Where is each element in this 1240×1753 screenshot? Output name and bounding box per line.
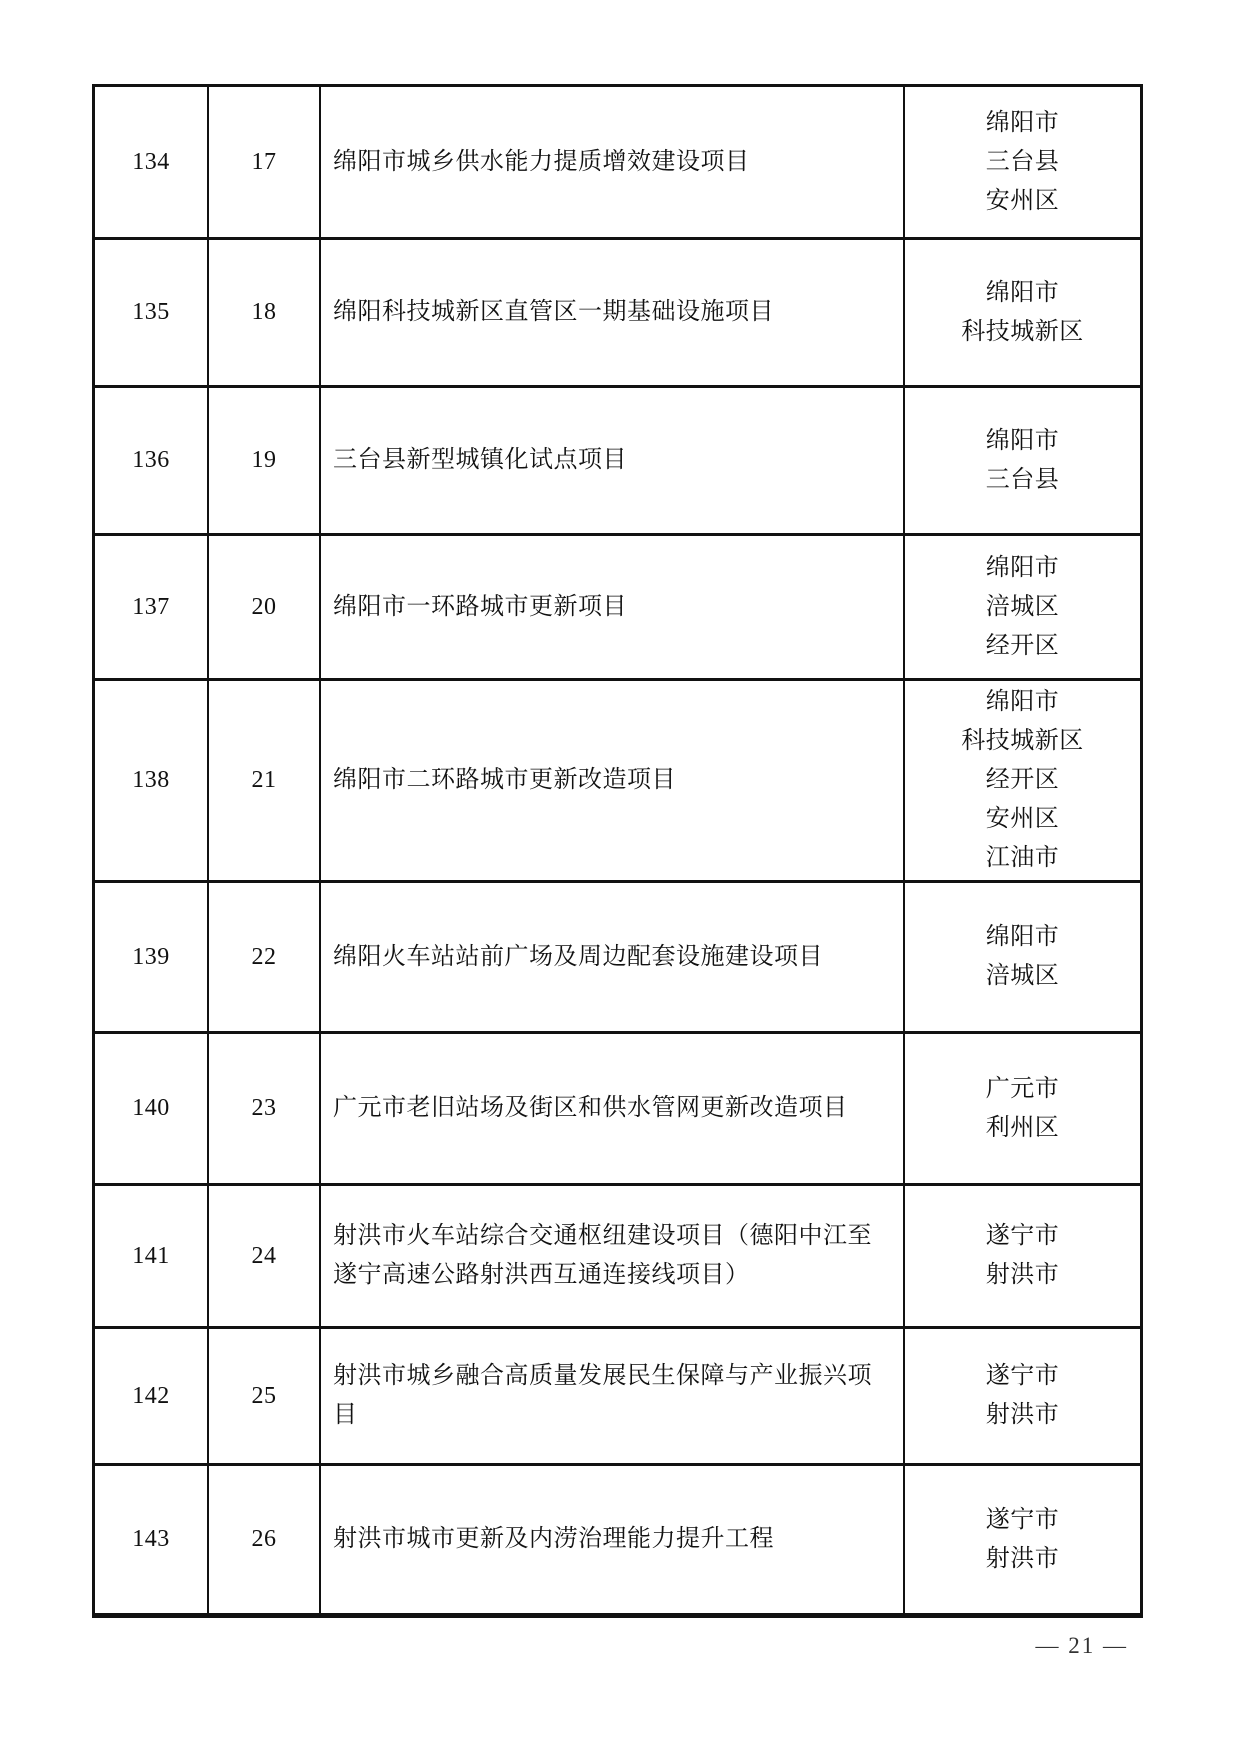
table-row [95,536,1140,681]
row-sequence-number: 23 [209,1034,321,1183]
project-name: 三台县新型城镇化试点项目 [321,388,905,533]
region-line: 三台县 [985,466,1060,493]
table-row [95,388,1140,536]
region-line: 安州区 [985,187,1060,214]
row-sequence-number: 18 [209,240,321,385]
row-overall-number: 140 [95,1034,209,1183]
row-sequence-number: 24 [209,1186,321,1326]
project-table [92,84,1143,1618]
region-line: 经开区 [985,767,1060,793]
region-line: 射洪市 [985,1262,1060,1288]
table-row [95,87,1140,240]
project-regions [905,87,1140,237]
project-regions [905,1034,1140,1183]
region-line: 涪城区 [985,593,1060,620]
region-line: 科技城新区 [961,728,1084,754]
row-overall-number: 139 [95,883,209,1031]
row-overall-number: 136 [95,388,209,533]
table-row [95,1466,1140,1613]
region-line: 遂宁市 [985,1223,1060,1249]
table-row [95,681,1140,883]
region-line: 遂宁市 [985,1506,1060,1533]
project-regions [905,681,1140,880]
project-name: 射洪市城乡融合高质量发展民生保障与产业振兴项目 [321,1329,905,1463]
row-overall-number: 135 [95,240,209,385]
region-line: 射洪市 [985,1402,1060,1428]
row-sequence-number: 17 [209,87,321,237]
region-line: 绵阳市 [985,109,1060,136]
table-row [95,1329,1140,1466]
row-overall-number: 138 [95,681,209,880]
project-name: 绵阳市二环路城市更新改造项目 [321,681,905,880]
project-name: 射洪市火车站综合交通枢纽建设项目（德阳中江至遂宁高速公路射洪西互通连接线项目） [321,1186,905,1326]
row-sequence-number: 26 [209,1466,321,1613]
region-line: 利州区 [985,1114,1060,1141]
region-line: 绵阳市 [985,279,1060,306]
project-regions [905,240,1140,385]
region-line: 绵阳市 [985,689,1060,715]
project-regions [905,388,1140,533]
project-name: 绵阳科技城新区直管区一期基础设施项目 [321,240,905,385]
row-sequence-number: 25 [209,1329,321,1463]
row-overall-number: 137 [95,536,209,678]
region-line: 科技城新区 [961,318,1084,345]
row-overall-number: 142 [95,1329,209,1463]
project-name: 广元市老旧站场及街区和供水管网更新改造项目 [321,1034,905,1183]
row-sequence-number: 22 [209,883,321,1031]
region-line: 涪城区 [985,963,1060,989]
region-line: 射洪市 [985,1545,1060,1572]
table-row [95,1186,1140,1329]
row-overall-number: 134 [95,87,209,237]
project-regions [905,1329,1140,1463]
project-name: 射洪市城市更新及内涝治理能力提升工程 [321,1466,905,1613]
row-sequence-number: 20 [209,536,321,678]
project-name: 绵阳市城乡供水能力提质增效建设项目 [321,87,905,237]
region-line: 经开区 [985,632,1060,659]
row-overall-number: 141 [95,1186,209,1326]
project-regions [905,883,1140,1031]
project-regions [905,536,1140,678]
project-name: 绵阳火车站站前广场及周边配套设施建设项目 [321,883,905,1031]
project-regions [905,1186,1140,1326]
project-name: 绵阳市一环路城市更新项目 [321,536,905,678]
row-sequence-number: 21 [209,681,321,880]
region-line: 绵阳市 [985,924,1060,950]
region-line: 遂宁市 [985,1363,1060,1389]
page-number: — 21 — [1035,1633,1128,1658]
region-line: 安州区 [985,806,1060,832]
table-row [95,883,1140,1034]
region-line: 江油市 [985,845,1060,871]
row-overall-number: 143 [95,1466,209,1613]
project-regions [905,1466,1140,1613]
row-sequence-number: 19 [209,388,321,533]
region-line: 绵阳市 [985,554,1060,581]
table-row [95,1034,1140,1186]
region-line: 三台县 [985,148,1060,175]
table-row [95,240,1140,388]
region-line: 绵阳市 [985,427,1060,454]
region-line: 广元市 [985,1075,1060,1102]
